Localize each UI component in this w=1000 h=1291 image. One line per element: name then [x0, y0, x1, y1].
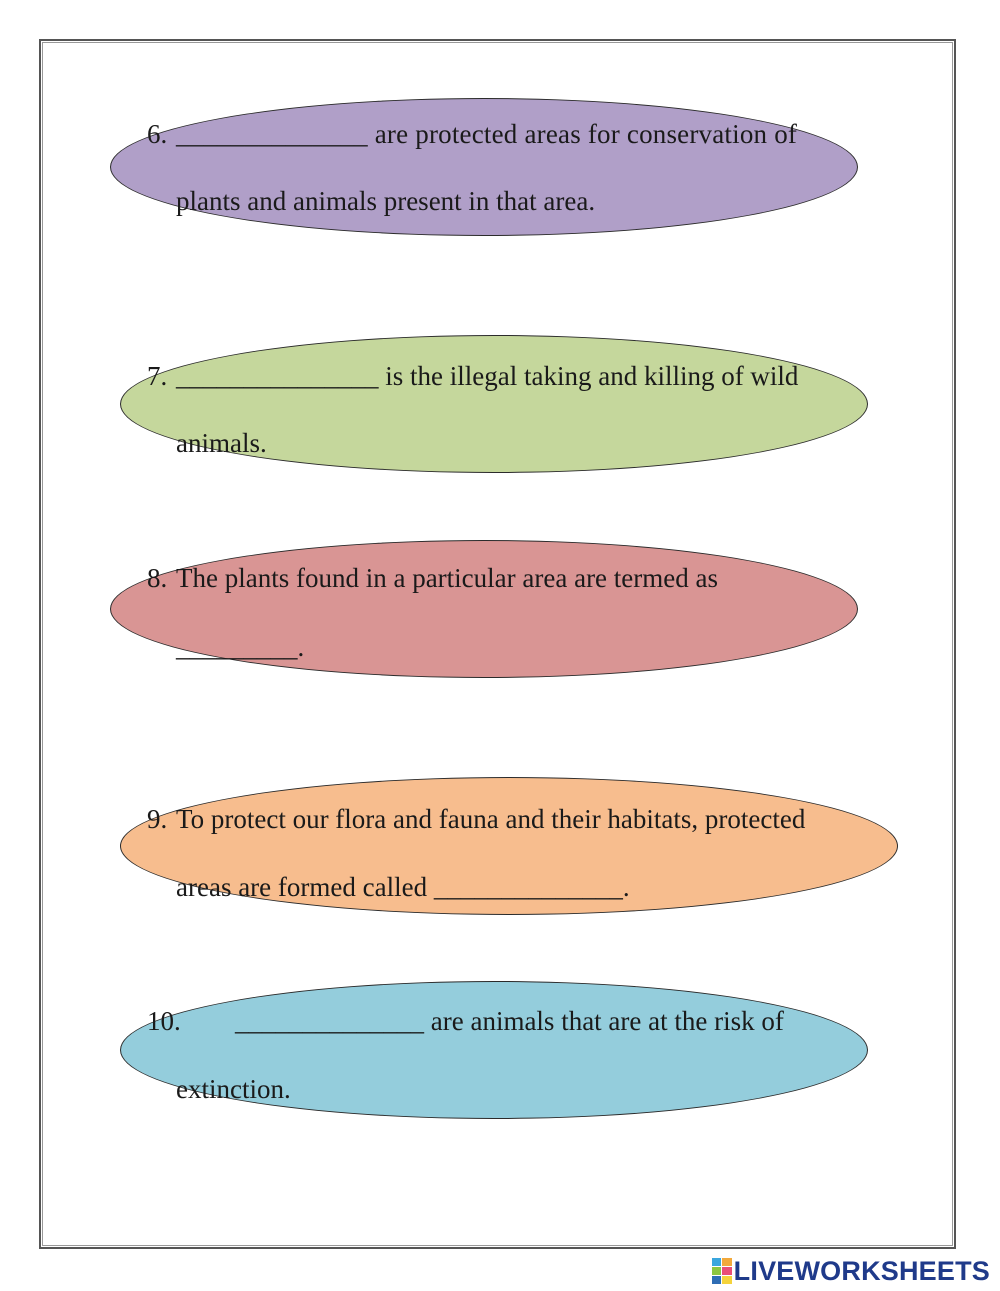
question-8-number: 8.: [147, 563, 168, 593]
question-6-text-line2: plants and animals present in that area.: [176, 186, 596, 216]
question-10-text-line2: extinction.: [176, 1074, 291, 1104]
question-7-text-line1: _______________ is the illegal taking and killing of wild: [176, 361, 799, 391]
liveworksheets-logo-text: LIVEWORKSHEETS: [733, 1255, 990, 1286]
question-6-text-line1: ______________ are protected areas for conservation of: [176, 119, 798, 149]
question-9-number: 9.: [147, 804, 168, 834]
question-9-text-line2: areas are formed called ______________.: [176, 872, 630, 902]
question-7-number: 7.: [147, 361, 168, 391]
question-8-text-line2: _________.: [176, 632, 305, 662]
question-9-text-line1: To protect our flora and fauna and their habitats, protected: [176, 804, 806, 834]
question-7-text-line2: animals.: [176, 428, 267, 458]
liveworksheets-logo-icon: [712, 1258, 732, 1284]
question-6-number: 6.: [147, 119, 168, 149]
question-10-number: 10.: [147, 1006, 181, 1036]
liveworksheets-logo[interactable]: [712, 1256, 990, 1286]
question-10-text-line1: ______________ are animals that are at the risk of: [235, 1006, 784, 1036]
question-8-text-line1: The plants found in a particular area are termed as: [176, 563, 718, 593]
